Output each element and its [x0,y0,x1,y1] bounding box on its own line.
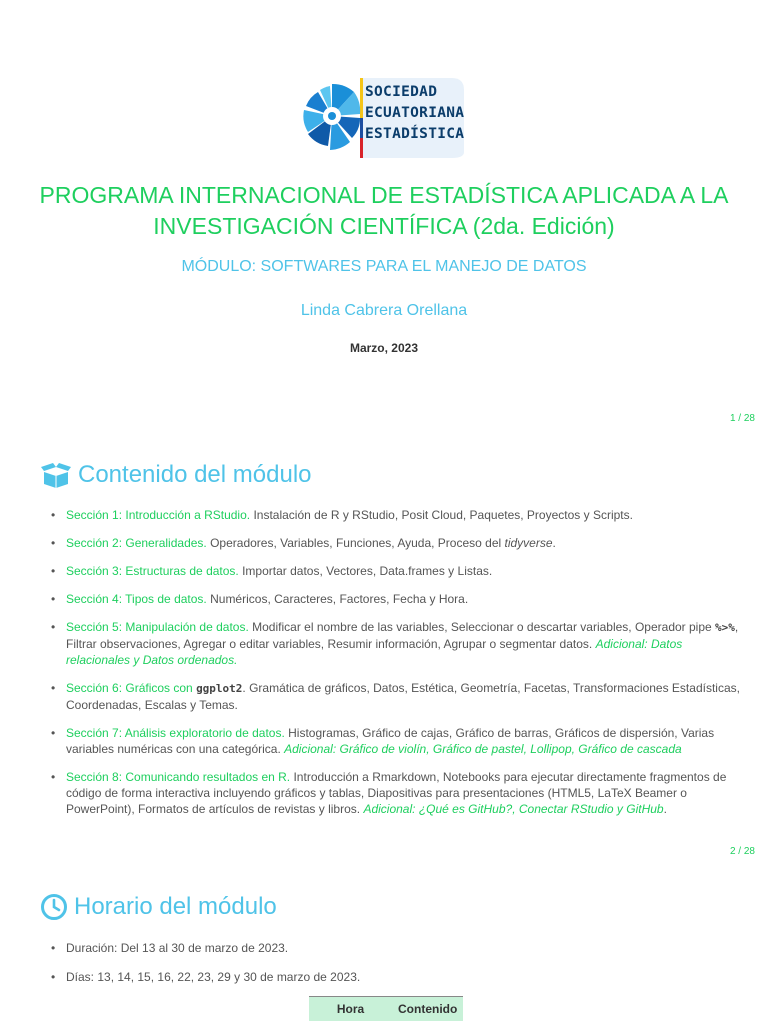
table-header-row [309,997,463,1022]
title-slide [0,0,768,430]
presentation-date: Marzo, 2023 [349,341,419,355]
schedule-heading [40,893,277,921]
contents-heading-text: Contenido del módulo [78,461,312,488]
schedule-slide [0,860,768,1024]
list-item: • Sección 4: Tipos de datos. Numéricos, Caracteres, Factores, Fecha y Hora. [50,591,740,607]
list-item: • Sección 2: Generalidades. Operadores, Variables, Funciones, Ayuda, Proceso del tidyverse. [50,535,740,551]
contents-heading [40,461,312,489]
schedule-table [309,996,463,1021]
table-header-contenido: Contenido [392,997,463,1022]
logo-line: SOCIEDAD [365,84,438,100]
box-open-icon [40,462,72,488]
contents-list [50,507,740,817]
schedule-heading-text: Horario del módulo [74,893,277,920]
page-number: 2 / 28 [729,846,755,857]
logo-line: ESTADÍSTICA [365,126,465,142]
list-item: • Duración: Del 13 al 30 de marzo de 2023. [50,940,740,956]
list-item: • Sección 1: Introducción a RStudio. Instalación de R y RStudio, Posit Cloud, Paquetes, Proyectos y Scripts. [50,507,740,523]
list-item: • Sección 7: Análisis exploratorio de datos. Histogramas, Gráfico de cajas, Gráfico de barras, Gráficos de dispersión, Varias variables numéricas con una categórica. Adicional: Gráfico de violín, Gráfico de pastel, Lollipop, Gráfico de cascada [50,725,740,757]
contents-slide [0,430,768,860]
author-name: Linda Cabrera Orellana [300,302,468,319]
page-number: 1 / 28 [729,413,755,424]
module-subtitle: MÓDULO: SOFTWARES PARA EL MANEJO DE DATOS [181,258,587,275]
schedule-list [50,940,740,985]
list-item: • Sección 6: Gráficos con ggplot2. Gramática de gráficos, Datos, Estética, Geometría, Facetas, Transformaciones Estadísticas, Coordenadas, Escalas y Temas. [50,680,740,713]
program-title: PROGRAMA INTERNACIONAL DE ESTADÍSTICA APLICADA A LA INVESTIGACIÓN CIENTÍFICA (2da. Edición) [39,182,729,239]
society-logo [302,74,467,160]
list-item: • Sección 8: Comunicando resultados en R. Introducción a Rmarkdown, Notebooks para ejecutar directamente fragmentos de código de forma interactiva incluyendo gráficos y tablas, Diapositivas para presentaciones (HTML5, LaTeX Beamer o PowerPoint), Formatos de artículos de revistas y libros. Adicional: ¿Qué es GitHub?, Conectar RStudio y GitHub. [50,769,740,817]
list-item: • Días: 13, 14, 15, 16, 22, 23, 29 y 30 de marzo de 2023. [50,969,740,985]
logo-text [365,82,464,145]
clock-icon [40,893,68,921]
logo-line: ECUATORIANA [365,105,465,121]
table-header-hora: Hora [309,997,392,1022]
list-item: • Sección 5: Manipulación de datos. Modificar el nombre de las variables, Seleccionar o descartar variables, Operador pipe %>%, Filtrar observaciones, Agregar o editar variables, Resumir información, Agrupar o segmentar datos. Adicional: Datos relacionales y Datos ordenados. [50,619,740,668]
list-item: • Sección 3: Estructuras de datos. Importar datos, Vectores, Data.frames y Listas. [50,563,740,579]
